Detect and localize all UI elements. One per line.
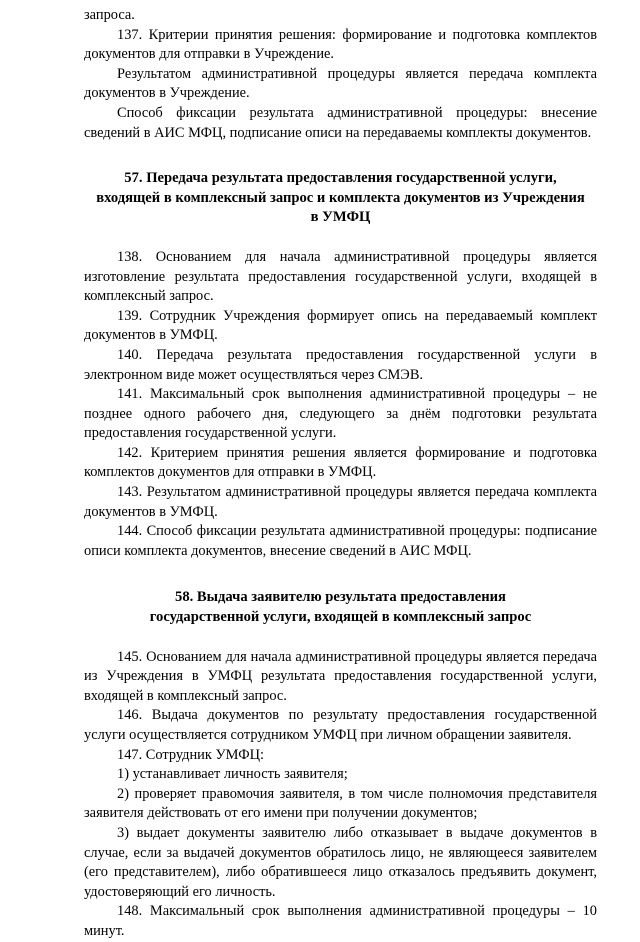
paragraph-146: 146. Выдача документов по результату предоставления государственной услуги осуществляется сотрудником УМФЦ при личном обращении заявителя.	[84, 707, 597, 743]
paragraph-138: 138. Основанием для начала административной процедуры является изготовление результата предоставления государственной услуги, входящей в комплексный запрос.	[84, 248, 597, 305]
paragraph-142: 142. Критерием принятия решения является формирование и подготовка комплектов документов для отправки в УМФЦ.	[84, 444, 597, 481]
heading-line: входящей в комплексный запрос и комплекта документов из Учреждения	[96, 189, 585, 206]
section-57-heading	[84, 169, 597, 228]
paragraph-139: 139. Сотрудник Учреждения формирует опись на передаваемый комплект документов в УМФЦ.	[84, 307, 597, 344]
heading-line: 58. Выдача заявителю результата предоставления	[175, 589, 506, 606]
heading-line: государственной услуги, входящей в комплексный запрос	[149, 609, 532, 626]
paragraph-144: 144. Способ фиксации результата административной процедуры: подписание описи комплекта документов, внесение сведений в АИС МФЦ.	[84, 523, 597, 559]
paragraph-fixation: Способ фиксации результата административной процедуры: внесение сведений в АИС МФЦ, подписание описи на передаваемы комплекты документов.	[84, 104, 597, 141]
heading-line: 57. Передача результата предоставления государственной услуги,	[124, 170, 557, 187]
list-item-1: 1) устанавливает личность заявителя;	[117, 766, 348, 783]
paragraph-continuation: запроса.	[84, 7, 135, 23]
paragraph-result: Результатом административной процедуры является передача комплекта документов в Учреждение.	[84, 65, 597, 102]
list-item-3: 3) выдает документы заявителю либо отказывает в выдаче документов в случае, если за выдачей документов обратилось лицо, не являющееся заявителем (его представителем), либо обратившееся лицо отказалось предъявить документ, удостоверяющий его личность.	[84, 824, 597, 900]
paragraph-145: 145. Основанием для начала административной процедуры является передача из Учреждения в УМФЦ результата предоставления государственной услуги, входящей в комплексный запрос.	[84, 648, 597, 704]
paragraph-148: 148. Максимальный срок выполнения административной процедуры – 10 минут.	[84, 903, 597, 939]
section-58-heading	[84, 588, 597, 627]
paragraph-140: 140. Передача результата предоставления государственной услуги в электронном виде может осуществляться через СМЭВ.	[84, 346, 597, 383]
document-page	[84, 6, 597, 942]
paragraph-143: 143. Результатом административной процедуры является передача комплекта документов в УМФЦ.	[84, 484, 597, 520]
paragraph-147: 147. Сотрудник УМФЦ:	[117, 746, 265, 763]
list-item-2: 2) проверяет правомочия заявителя, в том числе полномочия представителя заявителя действовать от его имени при получении документов;	[84, 785, 597, 822]
paragraph-137: 137. Критерии принятия решения: формирование и подготовка комплектов документов для отправки в Учреждение.	[84, 26, 597, 63]
paragraph-141: 141. Максимальный срок выполнения административной процедуры – не позднее одного рабочего дня, следующего за днём подготовки результата предоставления государственной услуги.	[84, 386, 597, 442]
heading-line: в УМФЦ	[310, 209, 371, 226]
